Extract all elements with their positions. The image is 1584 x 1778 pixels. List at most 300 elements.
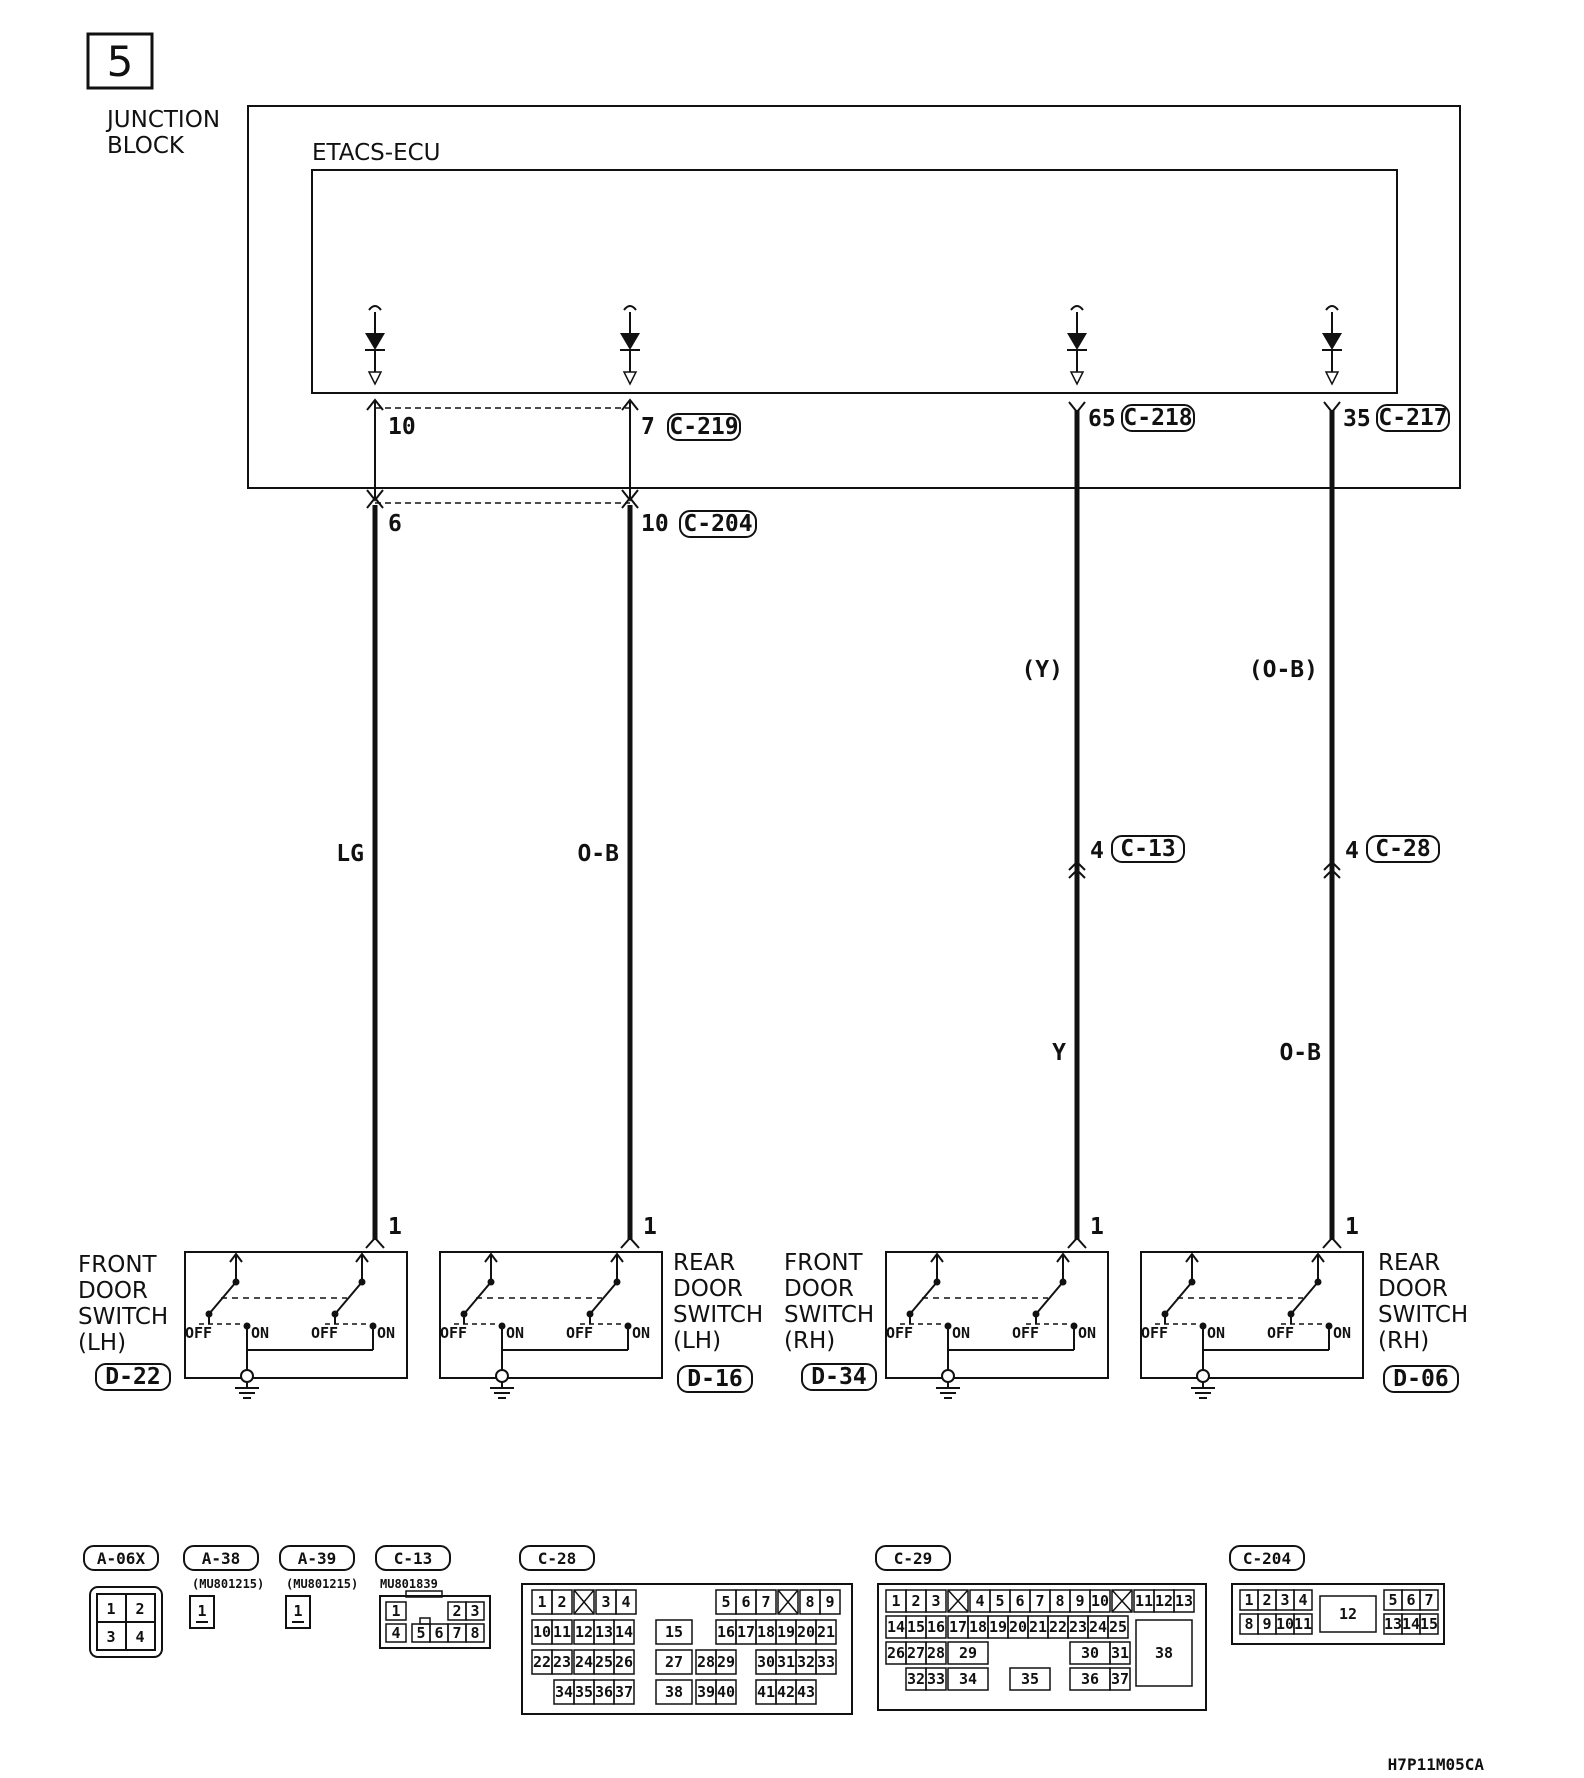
svg-text:3: 3 xyxy=(1280,1591,1290,1609)
connector-pin xyxy=(948,1642,988,1664)
connector-pin xyxy=(1174,1590,1194,1612)
svg-text:14: 14 xyxy=(614,1623,634,1641)
connector-a39-face xyxy=(286,1596,310,1628)
connector-a39-part: (MU801215) xyxy=(286,1577,359,1591)
ecu-box xyxy=(312,170,1397,393)
diode-symbol xyxy=(1322,306,1342,384)
svg-text:(LH): (LH) xyxy=(78,1330,127,1356)
svg-text:28: 28 xyxy=(696,1653,716,1671)
switch-2-name xyxy=(673,1250,763,1354)
svg-text:29: 29 xyxy=(716,1653,736,1671)
connector-pin xyxy=(906,1616,926,1638)
connector-pin xyxy=(554,1680,574,1704)
connector-pin xyxy=(1090,1590,1110,1612)
connector-pin xyxy=(886,1590,906,1612)
svg-text:27: 27 xyxy=(906,1644,926,1662)
connector-pin xyxy=(1154,1590,1174,1612)
connector-pin xyxy=(614,1620,634,1644)
svg-text:37: 37 xyxy=(614,1683,634,1701)
connector-pin xyxy=(1420,1590,1438,1610)
svg-text:26: 26 xyxy=(886,1644,906,1662)
connector-pin xyxy=(736,1620,756,1644)
svg-text:36: 36 xyxy=(1080,1670,1100,1688)
diode-symbol xyxy=(620,306,640,384)
connector-c28-pins xyxy=(532,1590,840,1704)
connector-c13-part: MU801839 xyxy=(380,1577,438,1591)
wire-d-color-lower: O-B xyxy=(1279,1040,1321,1066)
switch-off-label: OFF xyxy=(1012,1324,1040,1342)
svg-text:33: 33 xyxy=(816,1653,836,1671)
connector-pin xyxy=(656,1680,692,1704)
switch-contact xyxy=(1267,1254,1351,1350)
switch-1-pin: 1 xyxy=(388,1214,402,1240)
svg-text:23: 23 xyxy=(552,1653,572,1671)
wire-c-pin: 4 xyxy=(1090,838,1104,864)
connector-d16-label: D-16 xyxy=(687,1366,743,1392)
ecu-pin-c: 65 xyxy=(1088,406,1116,432)
svg-text:10: 10 xyxy=(532,1623,552,1641)
svg-text:31: 31 xyxy=(1110,1644,1130,1662)
svg-text:DOOR: DOOR xyxy=(784,1276,854,1302)
connector-pin xyxy=(552,1620,572,1644)
connector-pin xyxy=(756,1590,776,1614)
svg-text:3: 3 xyxy=(931,1592,941,1610)
switch-contact xyxy=(566,1254,650,1350)
svg-text:21: 21 xyxy=(816,1623,836,1641)
connector-pin xyxy=(948,1616,968,1638)
svg-text:5: 5 xyxy=(1388,1591,1398,1609)
switch-off-label: OFF xyxy=(1141,1324,1169,1342)
switch-on-label: ON xyxy=(251,1324,270,1342)
svg-text:11: 11 xyxy=(552,1623,572,1641)
svg-text:1: 1 xyxy=(1244,1591,1254,1609)
svg-text:22: 22 xyxy=(532,1653,552,1671)
connector-pin xyxy=(656,1620,692,1644)
connector-pin xyxy=(1384,1614,1402,1634)
door-switch-2 xyxy=(440,1252,662,1398)
svg-text:20: 20 xyxy=(1008,1618,1028,1636)
jb-pin-b: 10 xyxy=(641,511,669,537)
connector-pin xyxy=(886,1616,906,1638)
connector-c218-label: C-218 xyxy=(1123,405,1193,431)
svg-text:12: 12 xyxy=(574,1623,594,1641)
connector-pin xyxy=(574,1650,594,1674)
svg-text:32: 32 xyxy=(796,1653,816,1671)
svg-text:2: 2 xyxy=(1262,1591,1272,1609)
svg-text:15: 15 xyxy=(906,1618,926,1636)
connector-pin xyxy=(716,1680,736,1704)
svg-text:(RH): (RH) xyxy=(1378,1328,1430,1354)
connector-pin xyxy=(796,1620,816,1644)
connector-pin xyxy=(1276,1590,1294,1610)
svg-text:1: 1 xyxy=(891,1592,901,1610)
wire-b xyxy=(621,400,639,1248)
svg-text:17: 17 xyxy=(736,1623,756,1641)
svg-text:7: 7 xyxy=(452,1624,462,1642)
connector-pin xyxy=(614,1680,634,1704)
svg-text:17: 17 xyxy=(948,1618,968,1636)
svg-text:30: 30 xyxy=(1080,1644,1100,1662)
svg-text:DOOR: DOOR xyxy=(1378,1276,1448,1302)
svg-text:SWITCH: SWITCH xyxy=(673,1302,764,1328)
connector-pin xyxy=(756,1650,776,1674)
svg-text:38: 38 xyxy=(664,1683,684,1701)
connector-pin xyxy=(886,1642,906,1664)
connector-pin xyxy=(1402,1590,1420,1610)
switch-contact xyxy=(886,1254,970,1350)
connector-pin xyxy=(756,1620,776,1644)
connector-pin xyxy=(776,1650,796,1674)
svg-text:34: 34 xyxy=(958,1670,978,1688)
svg-text:SWITCH: SWITCH xyxy=(1378,1302,1469,1328)
svg-text:14: 14 xyxy=(1401,1615,1421,1633)
door-switch-4 xyxy=(1141,1252,1363,1398)
svg-text:10: 10 xyxy=(1090,1592,1110,1610)
connector-pin xyxy=(1402,1614,1420,1634)
svg-text:12: 12 xyxy=(1338,1605,1358,1623)
switch-on-label: ON xyxy=(1333,1324,1352,1342)
svg-text:FRONT: FRONT xyxy=(78,1252,157,1278)
switch-on-label: ON xyxy=(1078,1324,1097,1342)
connector-pin xyxy=(1028,1616,1048,1638)
svg-text:36: 36 xyxy=(594,1683,614,1701)
connector-pin xyxy=(696,1680,716,1704)
wire-c-color-upper: (Y) xyxy=(1021,657,1063,683)
connector-c204-pins xyxy=(1240,1590,1438,1634)
svg-text:35: 35 xyxy=(574,1683,594,1701)
door-switch-3 xyxy=(886,1252,1108,1398)
ecu-pin-d: 35 xyxy=(1343,406,1371,432)
wire-a-color: LG xyxy=(336,841,364,867)
svg-text:6: 6 xyxy=(741,1593,751,1611)
svg-text:13: 13 xyxy=(1383,1615,1403,1633)
svg-text:42: 42 xyxy=(776,1683,796,1701)
svg-text:1: 1 xyxy=(106,1600,116,1618)
svg-text:DOOR: DOOR xyxy=(673,1276,743,1302)
svg-text:13: 13 xyxy=(1174,1592,1194,1610)
switch-contact xyxy=(1141,1254,1225,1350)
connector-a06x-face xyxy=(90,1587,162,1657)
wire-d-pin: 4 xyxy=(1345,838,1359,864)
switch-2-pin: 1 xyxy=(643,1214,657,1240)
svg-text:8: 8 xyxy=(805,1593,815,1611)
connector-c217-label: C-217 xyxy=(1378,405,1448,431)
connector-pin xyxy=(594,1680,614,1704)
svg-text:29: 29 xyxy=(958,1644,978,1662)
svg-text:1: 1 xyxy=(197,1602,207,1620)
connector-pin xyxy=(1276,1614,1294,1634)
svg-text:DOOR: DOOR xyxy=(78,1278,148,1304)
wire-d xyxy=(1323,402,1341,1248)
connector-pin xyxy=(990,1590,1010,1612)
connector-pin xyxy=(716,1650,736,1674)
door-switch-1 xyxy=(185,1252,407,1398)
connector-pin xyxy=(716,1590,736,1614)
svg-text:13: 13 xyxy=(594,1623,614,1641)
connector-c28-face-label: C-28 xyxy=(537,1549,577,1568)
switch-on-label: ON xyxy=(377,1324,396,1342)
svg-text:6: 6 xyxy=(1406,1591,1416,1609)
connector-pin xyxy=(756,1680,776,1704)
blank-pin xyxy=(574,1590,594,1614)
ground-icon xyxy=(490,1388,514,1398)
connector-pin xyxy=(926,1642,946,1664)
connector-pin xyxy=(776,1680,796,1704)
switch-on-label: ON xyxy=(1207,1324,1226,1342)
ecu-pin-a: 10 xyxy=(388,414,416,440)
connector-c29-pins xyxy=(886,1590,1194,1690)
switch-4-name xyxy=(1378,1250,1468,1354)
connector-pin xyxy=(1068,1616,1088,1638)
svg-text:15: 15 xyxy=(1419,1615,1439,1633)
svg-text:7: 7 xyxy=(761,1593,771,1611)
svg-text:6: 6 xyxy=(1015,1592,1025,1610)
connector-pin xyxy=(970,1590,990,1612)
svg-text:9: 9 xyxy=(825,1593,835,1611)
switch-off-label: OFF xyxy=(1267,1324,1295,1342)
svg-text:8: 8 xyxy=(470,1624,480,1642)
svg-text:20: 20 xyxy=(796,1623,816,1641)
svg-text:4: 4 xyxy=(975,1592,985,1610)
svg-text:28: 28 xyxy=(926,1644,946,1662)
connector-a06x-label: A-06X xyxy=(96,1549,146,1568)
switch-off-label: OFF xyxy=(311,1324,339,1342)
page-number: 5 xyxy=(106,37,134,86)
switch-1-name xyxy=(78,1252,168,1356)
connector-pin xyxy=(532,1650,552,1674)
switch-off-label: OFF xyxy=(185,1324,213,1342)
svg-text:22: 22 xyxy=(1048,1618,1068,1636)
svg-text:5: 5 xyxy=(995,1592,1005,1610)
svg-text:1: 1 xyxy=(391,1602,401,1620)
svg-text:3: 3 xyxy=(106,1628,116,1646)
connector-pin xyxy=(820,1590,840,1614)
svg-text:16: 16 xyxy=(716,1623,736,1641)
svg-text:19: 19 xyxy=(776,1623,796,1641)
connector-pin xyxy=(1030,1590,1050,1612)
connector-pin xyxy=(696,1650,716,1674)
connector-pin xyxy=(1136,1620,1192,1686)
switch-3-pin: 1 xyxy=(1090,1214,1104,1240)
connector-pin xyxy=(552,1650,572,1674)
svg-text:SWITCH: SWITCH xyxy=(784,1302,875,1328)
connector-c13-face xyxy=(380,1591,490,1648)
svg-text:7: 7 xyxy=(1035,1592,1045,1610)
connector-c204-face-label: C-204 xyxy=(1242,1549,1292,1568)
svg-text:16: 16 xyxy=(926,1618,946,1636)
connector-pin xyxy=(1010,1668,1050,1690)
svg-text:32: 32 xyxy=(906,1670,926,1688)
switch-on-label: ON xyxy=(506,1324,525,1342)
ecu-input-circuits xyxy=(365,306,1342,384)
connector-pin xyxy=(552,1590,572,1614)
wire-a xyxy=(366,400,384,1248)
svg-text:5: 5 xyxy=(416,1624,426,1642)
connector-pin xyxy=(906,1668,926,1690)
svg-text:30: 30 xyxy=(756,1653,776,1671)
connector-pin xyxy=(926,1668,946,1690)
svg-text:2: 2 xyxy=(135,1600,145,1618)
connector-a38-face xyxy=(190,1596,214,1628)
connector-pin xyxy=(1384,1590,1402,1610)
connector-pin xyxy=(716,1620,736,1644)
connector-pin xyxy=(656,1650,692,1674)
svg-text:12: 12 xyxy=(1154,1592,1174,1610)
connector-pin xyxy=(816,1650,836,1674)
svg-text:18: 18 xyxy=(756,1623,776,1641)
svg-text:35: 35 xyxy=(1020,1670,1040,1688)
svg-text:24: 24 xyxy=(574,1653,594,1671)
ecu-label: ETACS-ECU xyxy=(312,140,441,166)
switch-off-label: OFF xyxy=(440,1324,468,1342)
svg-text:14: 14 xyxy=(886,1618,906,1636)
switch-3-name xyxy=(784,1250,874,1354)
svg-text:8: 8 xyxy=(1055,1592,1065,1610)
svg-text:40: 40 xyxy=(716,1683,736,1701)
svg-text:FRONT: FRONT xyxy=(784,1250,863,1276)
connector-a39-label: A-39 xyxy=(297,1549,337,1568)
junction-block-label-2: BLOCK xyxy=(107,133,185,159)
diode-symbol xyxy=(365,306,385,384)
connector-pin xyxy=(816,1620,836,1644)
connector-pin xyxy=(1294,1614,1312,1634)
svg-text:23: 23 xyxy=(1068,1618,1088,1636)
svg-text:19: 19 xyxy=(988,1618,1008,1636)
blank-pin xyxy=(948,1590,968,1612)
switch-on-label: ON xyxy=(632,1324,651,1342)
connector-c219-label: C-219 xyxy=(669,414,739,440)
svg-text:33: 33 xyxy=(926,1670,946,1688)
connector-pin xyxy=(1048,1616,1068,1638)
wire-c xyxy=(1068,402,1086,1248)
connector-pin xyxy=(594,1650,614,1674)
svg-text:2: 2 xyxy=(911,1592,921,1610)
svg-text:8: 8 xyxy=(1244,1615,1254,1633)
svg-text:5: 5 xyxy=(721,1593,731,1611)
blank-pin xyxy=(778,1590,798,1614)
connector-pin xyxy=(1070,1590,1090,1612)
svg-text:37: 37 xyxy=(1110,1670,1130,1688)
ecu-pin-b: 7 xyxy=(641,414,655,440)
svg-text:39: 39 xyxy=(696,1683,716,1701)
svg-text:43: 43 xyxy=(796,1683,816,1701)
connector-pin xyxy=(532,1620,552,1644)
switch-contact xyxy=(440,1254,524,1350)
svg-text:26: 26 xyxy=(614,1653,634,1671)
switch-on-label: ON xyxy=(952,1324,971,1342)
connector-pin xyxy=(926,1616,946,1638)
connector-pin xyxy=(594,1620,614,1644)
connector-pin xyxy=(736,1590,756,1614)
connector-pin xyxy=(1240,1614,1258,1634)
connector-pin xyxy=(574,1680,594,1704)
switch-contact xyxy=(1012,1254,1096,1350)
ground-icon xyxy=(936,1388,960,1398)
jb-pin-a: 6 xyxy=(388,511,402,537)
connector-pin xyxy=(906,1590,926,1612)
wire-c-color-lower: Y xyxy=(1052,1040,1066,1066)
ground-icon xyxy=(235,1388,259,1398)
connector-pin xyxy=(1294,1590,1312,1610)
connector-pin xyxy=(796,1650,816,1674)
svg-text:4: 4 xyxy=(621,1593,631,1611)
junction-block-label-1: JUNCTION xyxy=(107,107,221,133)
connector-pin xyxy=(1110,1668,1130,1690)
switch-off-label: OFF xyxy=(566,1324,594,1342)
connector-pin xyxy=(1420,1614,1438,1634)
svg-text:3: 3 xyxy=(470,1602,480,1620)
connector-pin xyxy=(800,1590,820,1614)
door-switches xyxy=(185,1252,1363,1398)
connector-pin xyxy=(1320,1596,1376,1632)
connector-pin xyxy=(1050,1590,1070,1612)
svg-text:41: 41 xyxy=(756,1683,776,1701)
diode-symbol xyxy=(1067,306,1087,384)
svg-text:2: 2 xyxy=(452,1602,462,1620)
svg-text:4: 4 xyxy=(391,1624,401,1642)
connector-pin xyxy=(1240,1590,1258,1610)
connector-pin xyxy=(1088,1616,1108,1638)
svg-text:3: 3 xyxy=(601,1593,611,1611)
connector-pin xyxy=(1010,1590,1030,1612)
svg-text:4: 4 xyxy=(135,1628,145,1646)
connector-pin xyxy=(1110,1642,1130,1664)
connector-pin xyxy=(1108,1616,1128,1638)
connector-d22-label: D-22 xyxy=(105,1364,161,1390)
svg-text:25: 25 xyxy=(594,1653,614,1671)
svg-text:4: 4 xyxy=(1298,1591,1308,1609)
connector-pin xyxy=(926,1590,946,1612)
connector-d34-label: D-34 xyxy=(811,1364,867,1390)
svg-text:9: 9 xyxy=(1262,1615,1272,1633)
wire-b-color: O-B xyxy=(577,841,619,867)
connector-pin xyxy=(614,1650,634,1674)
connector-pin xyxy=(596,1590,616,1614)
connector-pin xyxy=(968,1616,988,1638)
connector-a38-label: A-38 xyxy=(201,1549,241,1568)
connector-pin xyxy=(616,1590,636,1614)
connector-d06-label: D-06 xyxy=(1393,1366,1449,1392)
switch-contact xyxy=(185,1254,269,1350)
svg-text:1: 1 xyxy=(293,1602,303,1620)
connector-pin xyxy=(988,1616,1008,1638)
connector-pin xyxy=(574,1620,594,1644)
svg-text:31: 31 xyxy=(776,1653,796,1671)
svg-text:(LH): (LH) xyxy=(673,1328,722,1354)
svg-text:SWITCH: SWITCH xyxy=(78,1304,169,1330)
svg-text:11: 11 xyxy=(1293,1615,1313,1633)
ground-icon xyxy=(1191,1388,1215,1398)
connector-c204-label: C-204 xyxy=(683,511,753,537)
switch-contact xyxy=(311,1254,395,1350)
connector-pin xyxy=(796,1680,816,1704)
connector-c13-label: C-13 xyxy=(1120,836,1176,862)
svg-text:6: 6 xyxy=(434,1624,444,1642)
svg-text:(RH): (RH) xyxy=(784,1328,836,1354)
connector-c29-face-label: C-29 xyxy=(893,1549,933,1568)
connector-pin xyxy=(1134,1590,1154,1612)
svg-text:1: 1 xyxy=(537,1593,547,1611)
blank-pin xyxy=(1112,1590,1132,1612)
connector-pin xyxy=(1070,1642,1110,1664)
connector-pin xyxy=(1258,1614,1276,1634)
svg-text:27: 27 xyxy=(664,1653,684,1671)
svg-text:9: 9 xyxy=(1075,1592,1085,1610)
svg-text:REAR: REAR xyxy=(1378,1250,1441,1276)
connector-pin xyxy=(776,1620,796,1644)
svg-text:7: 7 xyxy=(1424,1591,1434,1609)
svg-text:REAR: REAR xyxy=(673,1250,736,1276)
